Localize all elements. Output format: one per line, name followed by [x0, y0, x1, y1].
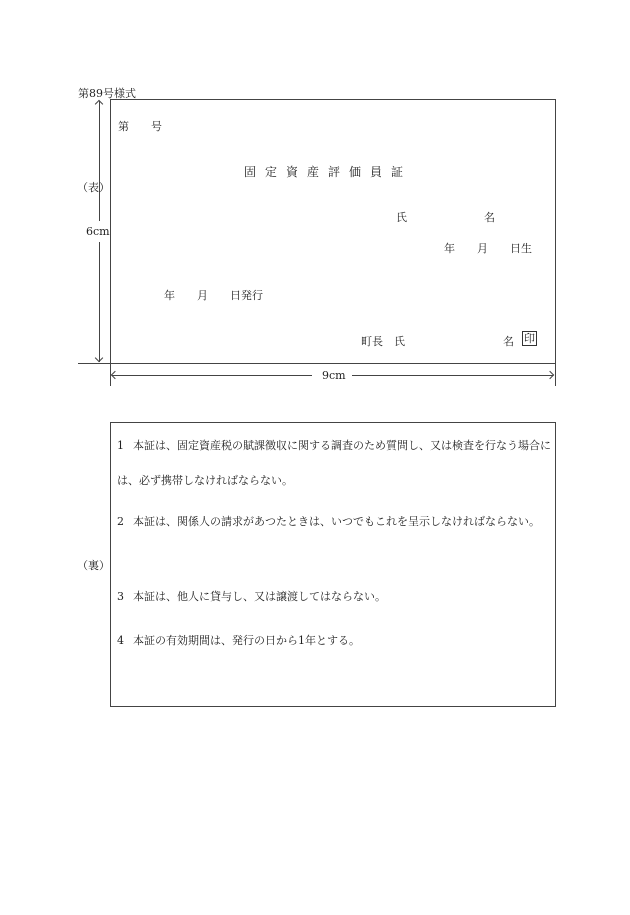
back-item-text: 本証は、関係人の請求があつたときは、いつでもこれを呈示しなければならない。: [133, 515, 540, 528]
back-item-4: [117, 623, 553, 658]
issue-date-label: 年 月 日発行: [164, 289, 263, 302]
back-item-2: [117, 504, 553, 539]
holder-name-label: 氏 名: [396, 211, 495, 224]
number-label: 第 号: [118, 120, 162, 133]
front-card-baseline: [78, 363, 111, 364]
mayor-label: 町長 氏: [361, 335, 405, 348]
height-arrow-up-icon: [95, 100, 103, 108]
front-card: [110, 99, 556, 364]
seal-stamp: [522, 331, 537, 346]
width-dimension-line-right: [352, 375, 553, 376]
width-arrow-right-icon: [546, 371, 554, 379]
height-dimension-line-bottom: [99, 242, 100, 362]
width-arrow-left-icon: [111, 371, 119, 379]
back-item-3: [117, 579, 553, 614]
card-title: 固定資産評価員証: [244, 165, 413, 179]
width-dimension-tick-right: [555, 364, 556, 386]
back-item-number: 1: [117, 439, 124, 452]
back-item-number: 3: [117, 590, 124, 603]
mayor-name-suffix: 名: [503, 335, 514, 348]
back-item-text: 本証は、固定資産税の賦課徴収に関する調査のため質問し、又は検査を行なう場合には、必ず携帯しなければならない。: [117, 439, 551, 487]
height-dimension-line-top: [99, 101, 100, 221]
height-dimension-label: 6cm: [86, 225, 110, 238]
seal-mark: 印: [524, 332, 535, 345]
front-side-label: （表）: [77, 181, 110, 194]
width-dimension-line-left: [112, 375, 312, 376]
back-item-1: [117, 428, 553, 498]
back-item-number: 4: [117, 634, 124, 647]
back-item-text: 本証の有効期間は、発行の日から1年とする。: [133, 634, 360, 647]
back-item-number: 2: [117, 515, 124, 528]
back-side-label: （裏）: [77, 559, 110, 572]
birth-date-label: 年 月 日生: [444, 242, 532, 255]
height-arrow-down-icon: [95, 354, 103, 362]
back-item-text: 本証は、他人に貸与し、又は譲渡してはならない。: [133, 590, 386, 603]
form-label: 第89号様式: [78, 87, 136, 100]
width-dimension-label: 9cm: [322, 369, 346, 382]
